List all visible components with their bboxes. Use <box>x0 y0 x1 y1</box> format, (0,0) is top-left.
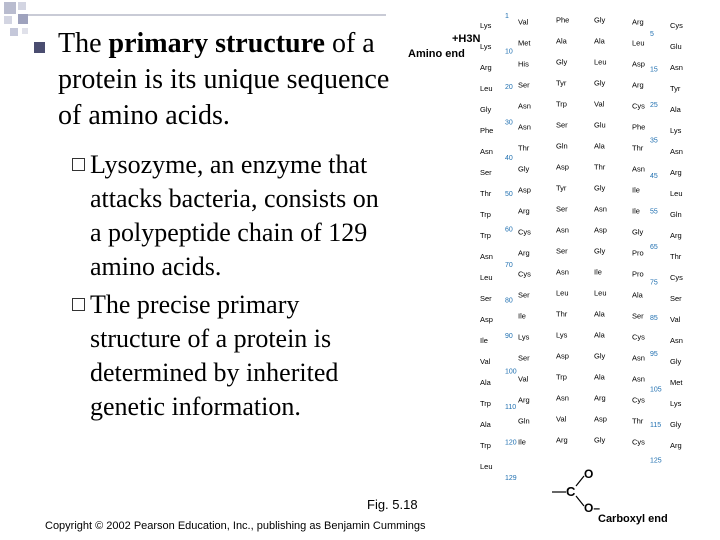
sub-bullet-text: The precise primary structure of a protein is determined by inherited genetic information. <box>90 290 339 421</box>
residue-label: Cys <box>670 273 683 282</box>
residue-label: Tyr <box>556 78 567 88</box>
residue-label: Ser <box>518 353 530 363</box>
residue-label: Glu <box>594 120 606 130</box>
residue-label: Tyr <box>670 84 681 93</box>
residue-label: Asn <box>594 204 607 214</box>
residue-number: 55 <box>650 208 658 216</box>
residue-label: Ala <box>594 309 605 319</box>
residue-number: 40 <box>505 155 513 163</box>
residue-number: 120 <box>505 439 517 447</box>
residue-label: Ser <box>556 120 568 130</box>
residue-label: Ala <box>670 105 681 114</box>
residue-label: Gly <box>632 227 644 237</box>
residue-label: Ser <box>518 290 530 300</box>
residue-label: Leu <box>594 288 607 298</box>
residue-label: Thr <box>556 309 568 319</box>
residue-number: 45 <box>650 173 658 180</box>
copyright-text: Copyright © 2002 Pearson Education, Inc., publishing as Benjamin Cummings <box>45 520 426 532</box>
residue-label: Trp <box>480 399 491 408</box>
residue-label: Arg <box>594 393 606 403</box>
residue-label: Arg <box>480 63 492 72</box>
figure-caption: Fig. 5.18 <box>367 497 418 512</box>
residue-label: Arg <box>632 17 644 27</box>
residue-label: Ser <box>480 168 492 177</box>
residue-label: Asn <box>670 336 683 345</box>
residue-label: Val <box>670 315 681 324</box>
residue-label: Ala <box>594 372 605 382</box>
residue-number: 105 <box>650 386 662 394</box>
residue-number: 60 <box>505 226 513 234</box>
residue-label: Thr <box>632 143 644 153</box>
residue-label: Asn <box>632 374 645 384</box>
residue-label: Val <box>480 357 491 366</box>
residue-label: Glu <box>670 42 682 51</box>
residue-label: Trp <box>480 210 491 219</box>
residue-label: Val <box>556 414 567 424</box>
residue-label: Asn <box>670 147 683 156</box>
residue-label: Leu <box>670 189 683 198</box>
n-terminus-label: +H3N <box>452 33 481 45</box>
residue-label: Arg <box>670 231 682 240</box>
residue-label: Asn <box>556 267 569 277</box>
oxygen-bottom-label: O– <box>584 501 601 515</box>
residue-label: Cys <box>632 101 645 111</box>
residue-label: Asn <box>556 393 569 403</box>
residue-label: Thr <box>594 162 606 172</box>
residue-number: 25 <box>650 101 658 109</box>
residue-number: 35 <box>650 137 658 145</box>
residue-label: Ser <box>556 204 568 214</box>
residue-label: Arg <box>670 441 682 450</box>
residue-label: Trp <box>480 441 491 450</box>
oxygen-top-label: O <box>584 467 594 481</box>
residue-label: Ile <box>518 311 526 321</box>
residue-label: Ser <box>556 246 568 256</box>
residue-label: Gly <box>594 15 606 25</box>
residue-number: 100 <box>505 368 517 376</box>
residue-label: Gln <box>518 416 530 426</box>
residue-label: Asp <box>632 59 645 69</box>
residue-label: Thr <box>670 252 682 261</box>
residue-number: 50 <box>505 190 513 198</box>
residue-number: 20 <box>505 84 513 92</box>
residue-label: Arg <box>556 435 568 445</box>
residue-label: Asn <box>480 252 493 261</box>
residue-number: 1 <box>505 13 509 20</box>
residue-label: Ala <box>480 420 491 429</box>
residue-label: Trp <box>480 231 491 240</box>
residue-label: Lys <box>670 126 682 135</box>
residue-label: Asn <box>518 122 531 132</box>
residue-label: Gly <box>594 246 606 256</box>
residue-label: Arg <box>518 248 530 258</box>
residue-label: Ala <box>594 330 605 340</box>
residue-label: Asn <box>632 164 645 174</box>
residue-label: Lys <box>480 42 492 51</box>
residue-label: Gly <box>670 357 682 366</box>
residue-label: Ala <box>594 141 605 151</box>
residue-label: Gly <box>594 78 606 88</box>
residue-label: Ile <box>632 185 640 195</box>
residue-label: Gly <box>556 57 568 67</box>
residue-label: Leu <box>594 57 607 67</box>
residue-label: Thr <box>518 143 530 153</box>
residue-label: Ser <box>670 294 682 303</box>
residue-number: 10 <box>505 48 513 56</box>
residue-label: Arg <box>518 395 530 405</box>
residue-label: Trp <box>556 99 567 109</box>
bond-line <box>576 496 584 506</box>
sub-bullet-text: Lysozyme, an enzyme that attacks bacteria, consists on a polypeptide chain of 129 amino acids. <box>90 150 379 281</box>
residue-label: Lys <box>556 330 568 340</box>
residue-label: Cys <box>632 332 645 342</box>
bond-line <box>576 476 584 486</box>
sub-bullet-lysozyme <box>72 148 392 284</box>
residue-label: Asp <box>556 351 569 361</box>
residue-label: Asp <box>518 185 531 195</box>
amino-acid-chain <box>480 13 683 482</box>
carboxyl-c-label: C <box>566 484 576 499</box>
residue-label: Ser <box>518 80 530 90</box>
residue-label: Asp <box>594 225 607 235</box>
residue-number: 5 <box>650 30 654 38</box>
residue-label: Ala <box>632 290 643 300</box>
residue-label: Leu <box>480 273 493 282</box>
residue-label: Arg <box>632 80 644 90</box>
residue-label: Gly <box>480 105 492 114</box>
residue-label: Phe <box>480 126 494 135</box>
residue-label: Cys <box>518 227 531 237</box>
main-bullet-text: The primary structure of a protein is its unique sequence of amino acids. <box>58 28 390 131</box>
residue-label: Thr <box>480 189 492 198</box>
residue-label: Pro <box>632 248 644 258</box>
residue-number: 125 <box>650 457 662 465</box>
residue-number: 115 <box>650 421 662 429</box>
residue-label: Gln <box>556 141 568 151</box>
residue-number: 75 <box>650 279 658 287</box>
residue-number: 90 <box>505 333 513 340</box>
residue-label: Gly <box>670 420 682 429</box>
residue-label: Asn <box>670 63 683 72</box>
residue-label: Asn <box>632 353 645 363</box>
residue-label: Pro <box>632 269 644 279</box>
residue-label: Lys <box>518 332 530 342</box>
residue-label: Met <box>518 38 531 48</box>
residue-label: Tyr <box>556 183 567 193</box>
residue-label: Ile <box>594 267 602 277</box>
residue-label: Leu <box>480 84 493 93</box>
residue-label: Ala <box>480 378 491 387</box>
residue-number: 15 <box>650 66 658 74</box>
residue-label: Asp <box>480 315 493 324</box>
residue-label: His <box>518 59 529 69</box>
residue-label: Cys <box>518 269 531 279</box>
checkbox-bullet-icon <box>72 158 85 171</box>
residue-number: 95 <box>650 350 658 358</box>
residue-label: Cys <box>632 395 645 405</box>
residue-label: Lys <box>670 399 682 408</box>
residue-label: Cys <box>670 21 683 30</box>
residue-label: Leu <box>556 288 569 298</box>
residue-label: Phe <box>556 15 570 25</box>
residue-label: Thr <box>632 416 644 426</box>
residue-label: Val <box>518 17 529 27</box>
residue-label: Gly <box>594 351 606 361</box>
residue-label: Asn <box>556 225 569 235</box>
residue-label: Gly <box>594 435 606 445</box>
residue-label: Gly <box>594 183 606 193</box>
sub-bullet-genetic <box>72 288 392 424</box>
residue-label: Asn <box>518 101 531 111</box>
residue-label: Arg <box>518 206 530 216</box>
header-rule <box>28 14 386 16</box>
residue-label: Trp <box>556 372 567 382</box>
residue-number: 110 <box>505 404 517 412</box>
residue-number: 85 <box>650 315 658 323</box>
bold-term: primary structure <box>108 28 325 59</box>
residue-label: Ile <box>518 437 526 447</box>
lysozyme-sequence-figure <box>400 0 720 540</box>
residue-number: 129 <box>505 475 517 483</box>
residue-label: Ile <box>480 336 488 345</box>
residue-label: Val <box>594 99 605 109</box>
carboxyl-end-label: Carboxyl end <box>598 513 668 525</box>
residue-label: Asn <box>480 147 493 156</box>
checkbox-bullet-icon <box>72 298 85 311</box>
residue-label: Gly <box>518 164 530 174</box>
residue-number: 80 <box>505 297 513 305</box>
residue-label: Ile <box>632 206 640 216</box>
residue-label: Lys <box>480 21 492 30</box>
residue-label: Val <box>518 374 529 384</box>
residue-label: Asp <box>594 414 607 424</box>
residue-label: Leu <box>480 462 493 471</box>
residue-label: Leu <box>632 38 645 48</box>
residue-label: Arg <box>670 168 682 177</box>
residue-label: Ala <box>556 36 567 46</box>
residue-number: 30 <box>505 119 513 127</box>
amino-end-label: Amino end <box>408 48 465 60</box>
residue-number: 65 <box>650 244 658 252</box>
residue-number: 70 <box>505 261 513 269</box>
residue-label: Ala <box>594 36 605 46</box>
residue-label: Cys <box>632 437 645 447</box>
residue-label: Gln <box>670 210 682 219</box>
residue-label: Asp <box>556 162 569 172</box>
residue-label: Met <box>670 378 683 387</box>
residue-label: Ser <box>480 294 492 303</box>
residue-label: Phe <box>632 122 646 132</box>
main-bullet-marker <box>34 42 45 53</box>
residue-label: Ser <box>632 311 644 321</box>
